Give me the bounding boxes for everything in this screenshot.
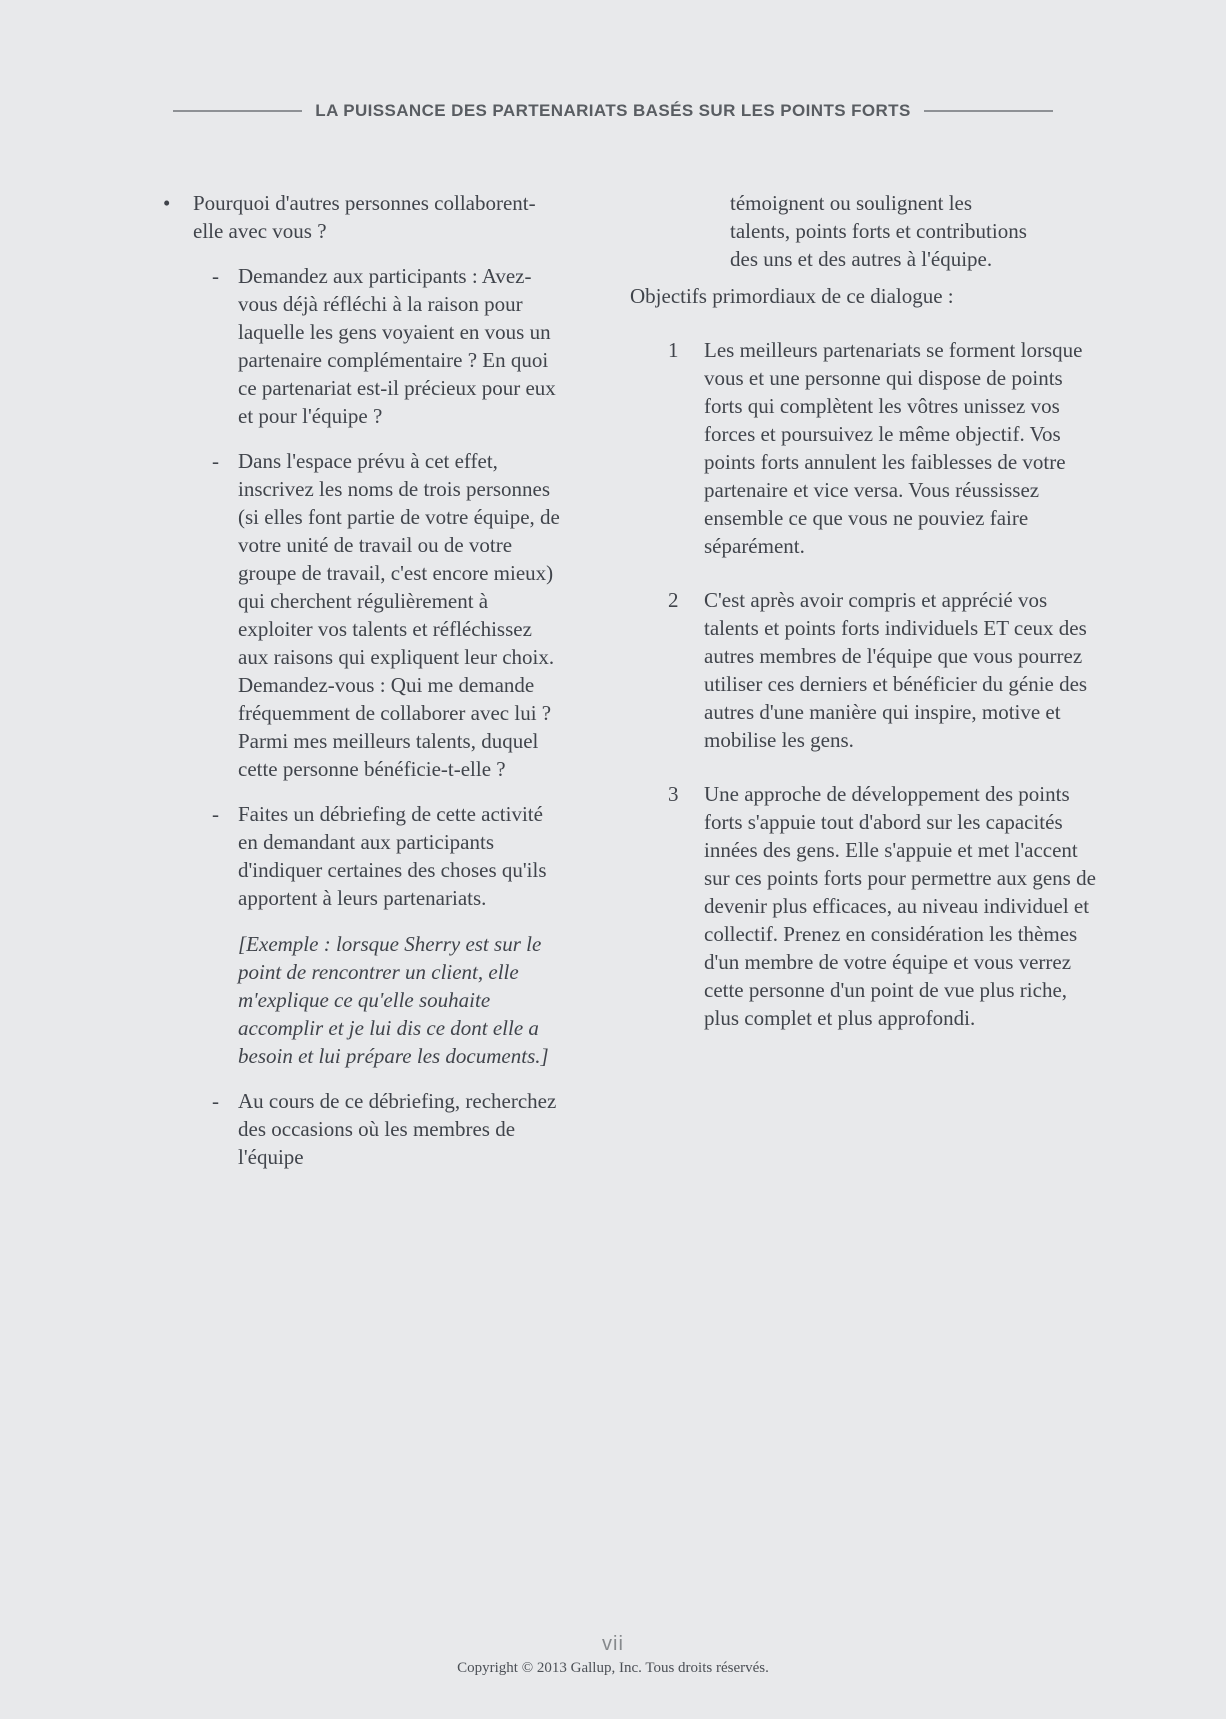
page-footer [0, 1633, 1226, 1677]
left-column [163, 189, 565, 1171]
continuation-paragraph: témoignent ou soulignent les talents, points forts et contributions des uns et des autres à l'équipe. [730, 191, 1027, 271]
bullet-marker: • [163, 191, 171, 215]
header-rule-right [924, 110, 1053, 112]
page-number: vii [602, 1633, 624, 1655]
objective-number: 1 [668, 338, 679, 362]
dash-marker: - [212, 449, 219, 473]
dash-marker: - [212, 802, 219, 826]
list-item [212, 800, 565, 912]
copyright-line: Copyright © 2013 Gallup, Inc. Tous droits réservés. [457, 1660, 769, 1676]
running-header [0, 97, 1226, 125]
list-item-text: Faites un débriefing de cette activité en demandant aux participants d'indiquer certaines des choses qu'ils apportent à leurs partenariats. [238, 802, 547, 910]
page-title: LA PUISSANCE DES PARTENARIATS BASÉS SUR LES POINTS FORTS [315, 101, 911, 120]
header-rule-left [173, 110, 302, 112]
example-note: [Exemple : lorsque Sherry est sur le point de rencontrer un client, elle m'explique ce qu'elle souhaite accomplir et je lui dis ce dont elle a besoin et lui prépare les documents.] [238, 932, 549, 1068]
objective-item [668, 780, 1106, 1032]
objective-item [668, 586, 1106, 754]
objective-item [668, 336, 1106, 560]
list-item [212, 262, 565, 430]
section-heading: Objectifs primordiaux de ce dialogue : [630, 284, 954, 308]
bullet-item [163, 189, 565, 245]
right-column [630, 189, 1106, 1032]
list-item-text: Demandez aux participants : Avez-vous déjà réfléchi à la raison pour laquelle les gens voyaient en vous un partenaire complémentaire ? En quoi ce partenariat est-il précieux pour eux et pour l'équipe ? [238, 264, 556, 428]
dash-marker: - [212, 1089, 219, 1113]
list-item [212, 1087, 565, 1171]
sub-list [212, 262, 565, 912]
objective-text: Une approche de développement des points forts s'appuie tout d'abord sur les capacités innées des gens. Elle s'appuie et met l'accent sur ces points forts pour permettre aux gens de devenir plus efficaces, au niveau individuel et collectif. Prenez en considération les thèmes d'un membre de votre équipe et vous verrez cette personne d'un point de vue plus riche, plus complet et plus approfondi. [704, 782, 1096, 1030]
bullet-item-text: Pourquoi d'autres personnes collaborent-elle avec vous ? [193, 191, 536, 243]
objective-text: C'est après avoir compris et apprécié vos talents et points forts individuels ET ceux des autres membres de l'équipe que vous pourrez utiliser ces derniers et bénéficier du génie des autres d'une manière qui inspire, motive et mobilise les gens. [704, 588, 1088, 752]
list-item-text: Au cours de ce débriefing, recherchez des occasions où les membres de l'équipe [238, 1089, 557, 1169]
sub-list-continued [212, 1087, 565, 1171]
dash-marker: - [212, 264, 219, 288]
objective-text: Les meilleurs partenariats se forment lorsque vous et une personne qui dispose de points forts qui complètent les vôtres unissez vos forces et poursuivez le même objectif. Vos points forts annulent les faiblesses de votre partenaire et vice versa. Vous réussissez ensemble ce que vous ne pouviez faire séparément. [704, 338, 1083, 558]
objective-number: 2 [668, 588, 679, 612]
objective-number: 3 [668, 782, 679, 806]
list-item-text: Dans l'espace prévu à cet effet, inscrivez les noms de trois personnes (si elles font partie de votre équipe, de votre unité de travail ou de votre groupe de travail, c'est encore mieux) qui cherchent régulièrement à exploiter vos talents et réfléchissez aux raisons qui expliquent leur choix. Demandez-vous : Qui me demande fréquemment de collaborer avec lui ? Parmi mes meilleurs talents, duquel cette personne bénéficie-t-elle ? [238, 449, 560, 781]
list-item [212, 447, 565, 783]
